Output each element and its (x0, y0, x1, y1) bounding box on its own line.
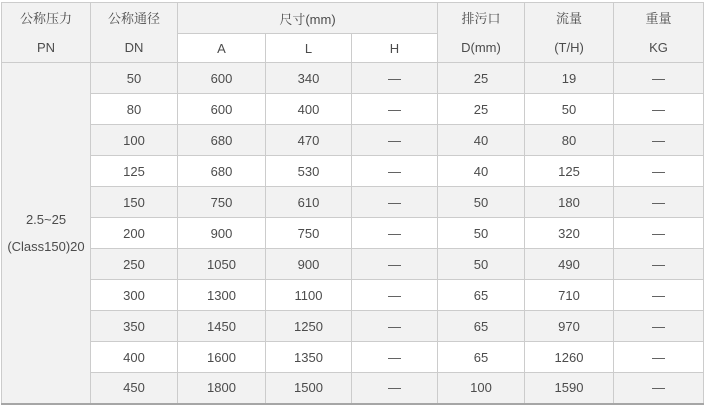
cell-l: 900 (266, 249, 352, 280)
cell-flow: 320 (525, 218, 614, 249)
cell-a: 750 (178, 187, 266, 218)
header-nominal-diameter (91, 3, 178, 63)
cell-h: — (352, 218, 438, 249)
header-weight (614, 3, 704, 63)
cell-dn: 50 (91, 63, 178, 94)
pressure-range-line1: 2.5~25 (25, 211, 67, 227)
cell-kg: — (614, 218, 704, 249)
cell-h: — (352, 311, 438, 342)
cell-kg: — (614, 125, 704, 156)
cell-d: 65 (438, 311, 525, 342)
cell-l: 1500 (266, 373, 352, 404)
header-drain-outlet-en: D(mm) (461, 39, 501, 55)
cell-d: 25 (438, 94, 525, 125)
header-flow-rate-en: (T/H) (554, 39, 584, 55)
cell-l: 610 (266, 187, 352, 218)
cell-kg: — (614, 280, 704, 311)
cell-kg: — (614, 63, 704, 94)
table-row (2, 342, 704, 373)
cell-h: — (352, 249, 438, 280)
header-drain-outlet (438, 3, 525, 63)
cell-h: — (352, 342, 438, 373)
cell-a: 1800 (178, 373, 266, 404)
cell-dn: 125 (91, 156, 178, 187)
cell-dn: 350 (91, 311, 178, 342)
cell-l: 1100 (266, 280, 352, 311)
header-nominal-diameter-en: DN (124, 39, 144, 55)
table-row (2, 373, 704, 404)
cell-l: 400 (266, 94, 352, 125)
cell-flow: 490 (525, 249, 614, 280)
cell-d: 25 (438, 63, 525, 94)
cell-h: — (352, 94, 438, 125)
cell-dn: 80 (91, 94, 178, 125)
cell-a: 900 (178, 218, 266, 249)
cell-a: 1450 (178, 311, 266, 342)
table-row (2, 187, 704, 218)
cell-h: — (352, 125, 438, 156)
cell-l: 1250 (266, 311, 352, 342)
cell-a: 1600 (178, 342, 266, 373)
cell-flow: 710 (525, 280, 614, 311)
cell-kg: — (614, 249, 704, 280)
header-nominal-pressure (2, 3, 91, 63)
header-nominal-pressure-cn: 公称压力 (19, 10, 72, 26)
cell-h: — (352, 63, 438, 94)
cell-d: 40 (438, 156, 525, 187)
table-row (2, 156, 704, 187)
cell-dn: 200 (91, 218, 178, 249)
table-row (2, 218, 704, 249)
cell-d: 40 (438, 125, 525, 156)
table-row (2, 125, 704, 156)
cell-flow: 19 (525, 63, 614, 94)
cell-h: — (352, 280, 438, 311)
cell-dn: 400 (91, 342, 178, 373)
cell-l: 1350 (266, 342, 352, 373)
cell-dn: 150 (91, 187, 178, 218)
header-size-h: H (352, 34, 438, 63)
table-row (2, 249, 704, 280)
cell-a: 1050 (178, 249, 266, 280)
cell-flow: 50 (525, 94, 614, 125)
cell-flow: 1590 (525, 373, 614, 404)
header-nominal-diameter-cn: 公称通径 (107, 10, 160, 26)
cell-a: 680 (178, 156, 266, 187)
pressure-range-cell (2, 63, 91, 404)
cell-kg: — (614, 373, 704, 404)
header-size-group: 尺寸(mm) (178, 3, 438, 34)
cell-d: 65 (438, 342, 525, 373)
cell-dn: 250 (91, 249, 178, 280)
cell-d: 100 (438, 373, 525, 404)
table-row (2, 311, 704, 342)
cell-dn: 450 (91, 373, 178, 404)
cell-a: 600 (178, 63, 266, 94)
cell-a: 1300 (178, 280, 266, 311)
cell-a: 600 (178, 94, 266, 125)
cell-dn: 300 (91, 280, 178, 311)
cell-kg: — (614, 187, 704, 218)
table-row (2, 94, 704, 125)
cell-h: — (352, 156, 438, 187)
cell-kg: — (614, 156, 704, 187)
cell-l: 470 (266, 125, 352, 156)
cell-d: 50 (438, 218, 525, 249)
cell-h: — (352, 373, 438, 404)
cell-d: 65 (438, 280, 525, 311)
cell-flow: 180 (525, 187, 614, 218)
cell-dn: 100 (91, 125, 178, 156)
header-nominal-pressure-en: PN (36, 39, 56, 55)
header-flow-rate (525, 3, 614, 63)
cell-l: 530 (266, 156, 352, 187)
cell-kg: — (614, 342, 704, 373)
cell-h: — (352, 187, 438, 218)
cell-l: 340 (266, 63, 352, 94)
cell-flow: 970 (525, 311, 614, 342)
cell-d: 50 (438, 249, 525, 280)
cell-flow: 1260 (525, 342, 614, 373)
pressure-range-line2: (Class150)20 (7, 238, 85, 254)
header-weight-cn: 重量 (645, 10, 672, 26)
cell-l: 750 (266, 218, 352, 249)
header-flow-rate-cn: 流量 (555, 10, 582, 26)
cell-flow: 125 (525, 156, 614, 187)
header-drain-outlet-cn: 排污口 (461, 10, 501, 26)
cell-a: 680 (178, 125, 266, 156)
header-weight-en: KG (649, 39, 668, 55)
cell-kg: — (614, 311, 704, 342)
table-row (2, 63, 704, 94)
spec-table (1, 2, 704, 405)
table-row (2, 280, 704, 311)
cell-d: 50 (438, 187, 525, 218)
header-size-a: A (178, 34, 266, 63)
cell-kg: — (614, 94, 704, 125)
header-row-1 (2, 3, 704, 34)
cell-flow: 80 (525, 125, 614, 156)
header-size-l: L (266, 34, 352, 63)
